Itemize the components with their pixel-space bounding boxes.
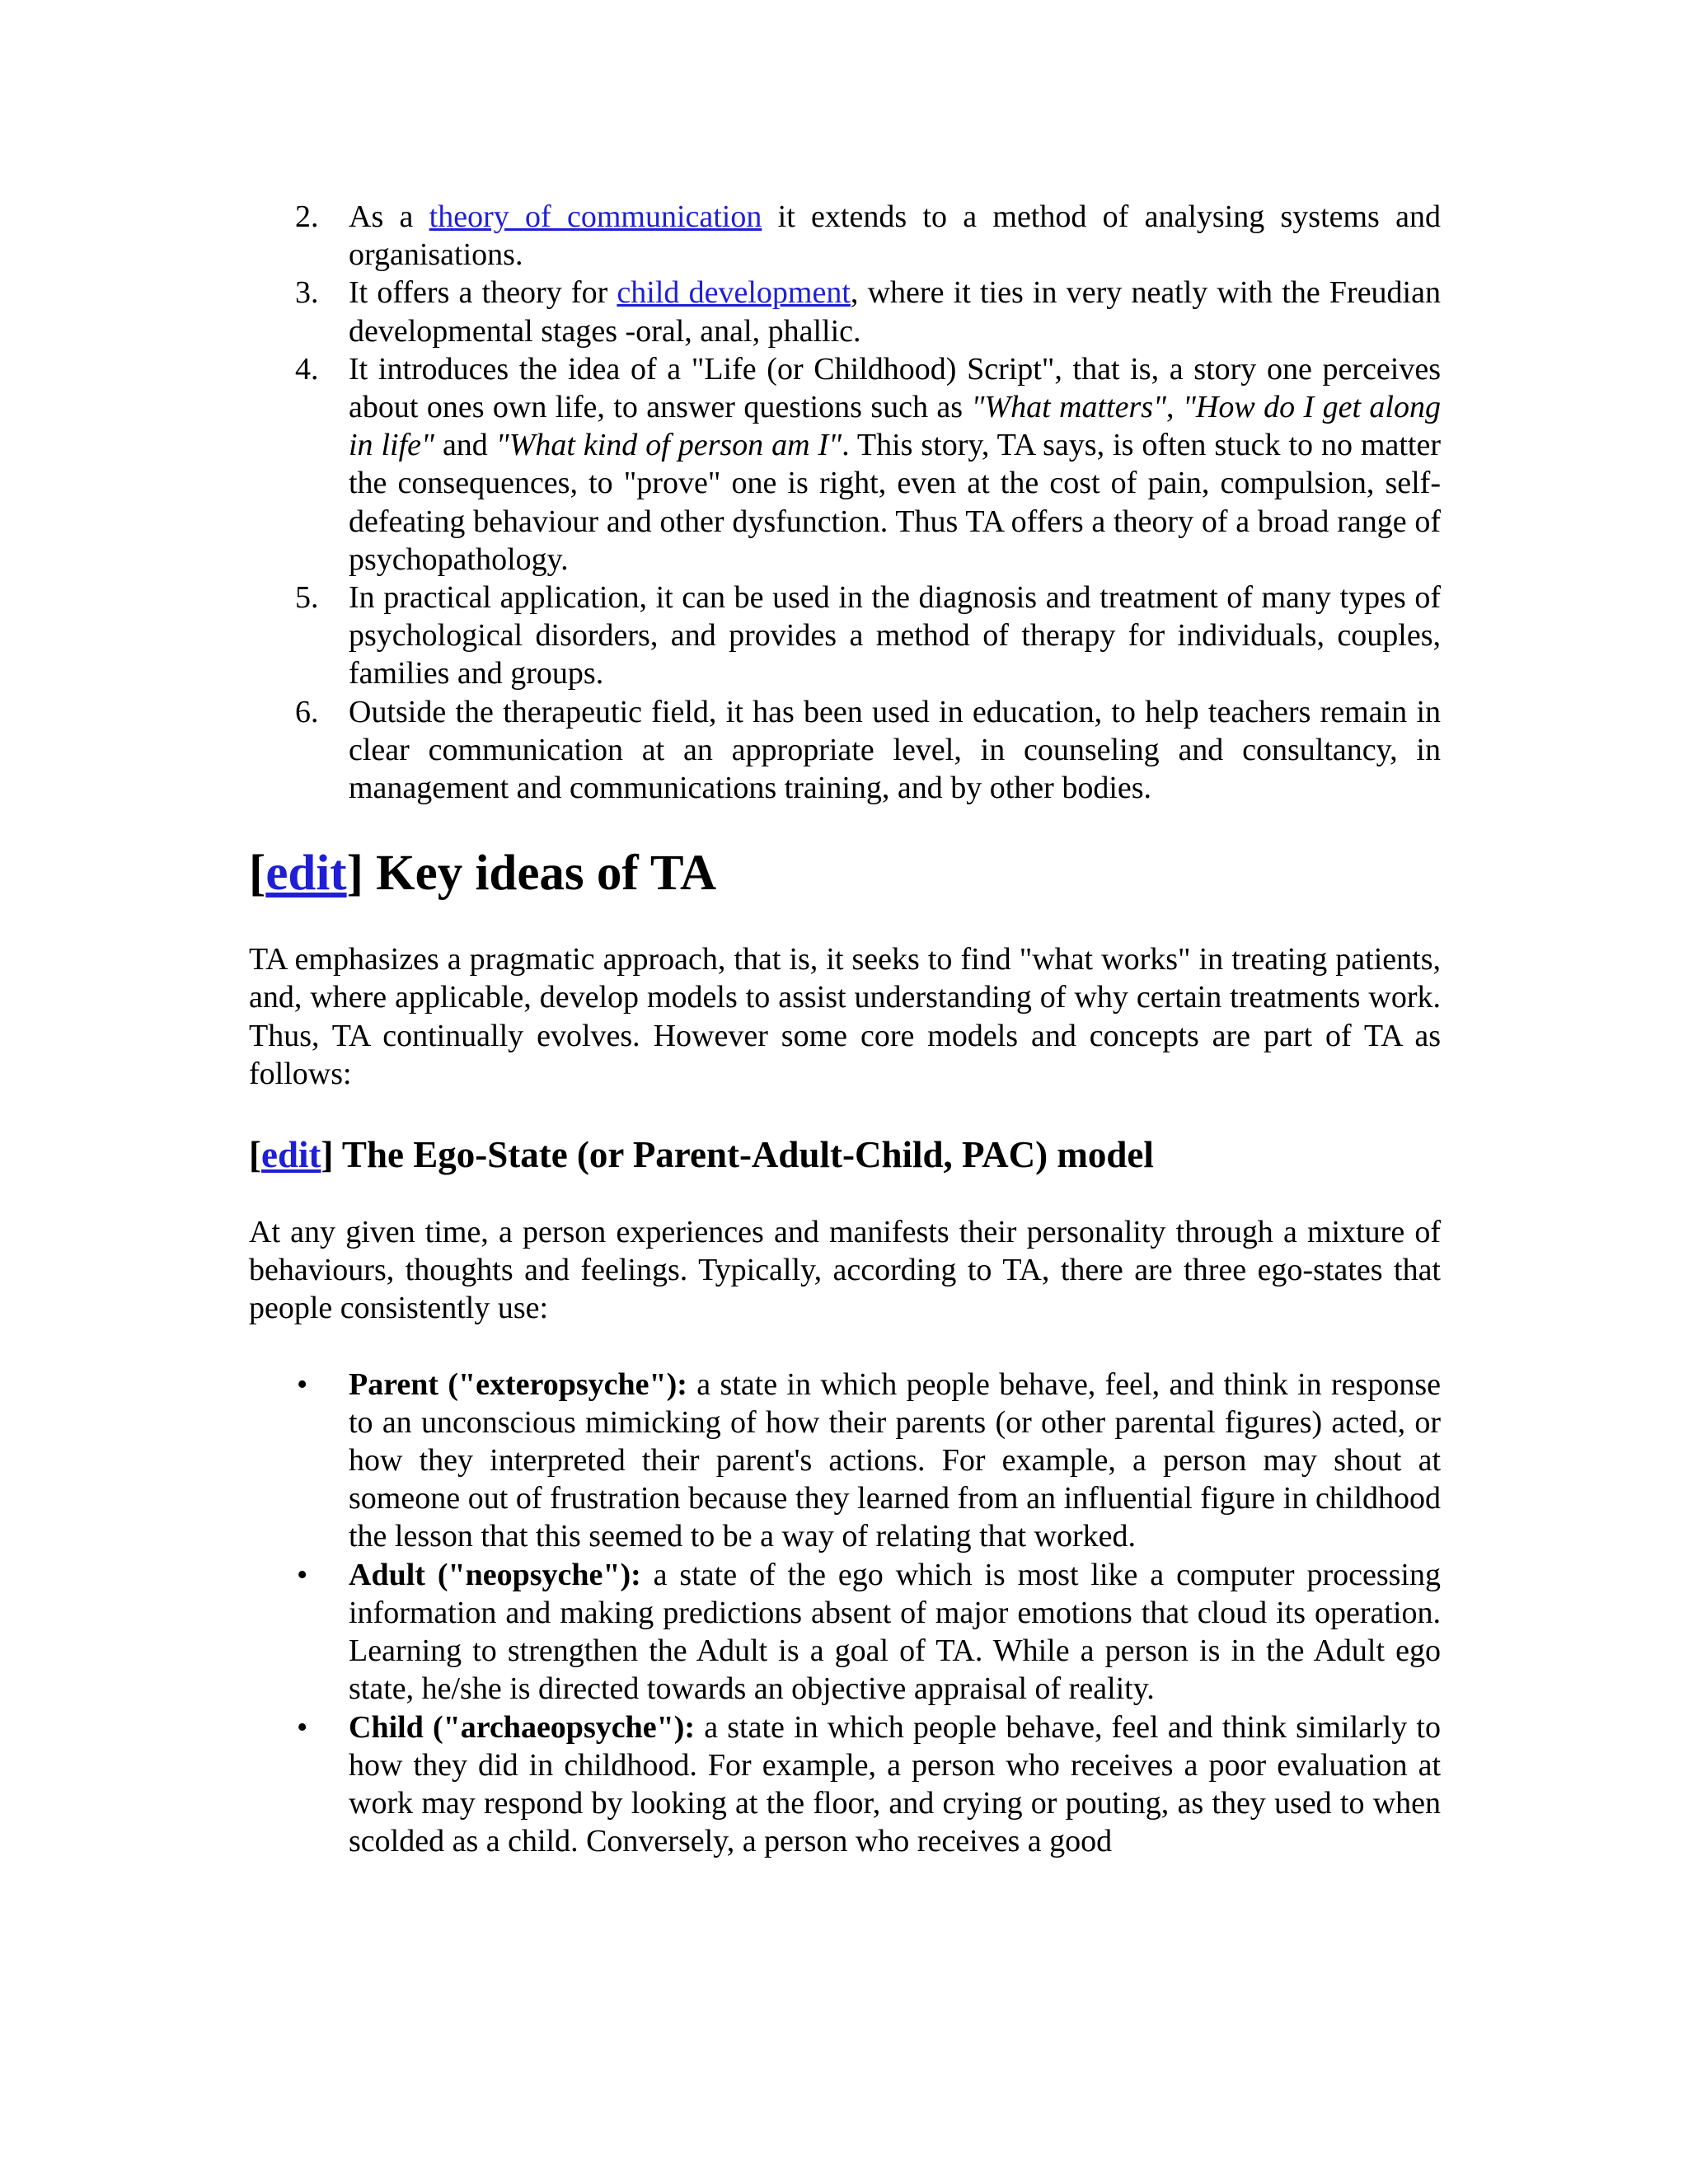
- key-ideas-paragraph: TA emphasizes a pragmatic approach, that is, it seeks to find "what works" in treating patients, and, where applicable, develop models to assist understanding of why certain treatments work. Thus, TA continually evolves. However some core models and concepts are part of TA as follows:: [249, 942, 1441, 1091]
- question-how-do-i-get-along: "How do I get along in life": [349, 390, 1441, 463]
- list-number: 4.: [295, 351, 319, 387]
- edit-bracket-open: [: [249, 1134, 261, 1176]
- child-development-link[interactable]: child development: [617, 275, 851, 311]
- heading-title: Key ideas of TA: [363, 846, 717, 902]
- list-text: In practical application, it can be used in the diagnosis and treatment of many types of psychological disorders, and provides a method of therapy for individuals, couples, families and groups.: [349, 580, 1441, 691]
- list-item: [249, 198, 1441, 274]
- list-text: it extends to a method of analysing systems and organisations.: [349, 199, 1441, 273]
- list-number: 3.: [295, 275, 319, 311]
- bullet-icon: •: [297, 1366, 308, 1402]
- list-text: , where it ties in very neatly with the Freudian developmental stages -oral, anal, phallic.: [349, 275, 1441, 349]
- term-adult: Adult ("neopsyche"):: [349, 1557, 641, 1592]
- edit-bracket-open: [: [249, 846, 266, 902]
- bullet-icon: •: [297, 1709, 308, 1745]
- list-item-adult: [249, 1556, 1441, 1708]
- definition-text: a state in which people behave, feel and think similarly to how they did in childhood. For example, a person who receives a poor evaluation at work may respond by looking at the floor, and crying or pouting, as they used to when scolded as a child. Conversely, a person who receives a good: [349, 1709, 1441, 1859]
- ego-state-list: [249, 1366, 1441, 1861]
- bullet-icon: •: [297, 1557, 308, 1592]
- term-child: Child ("archaeopsyche"):: [349, 1709, 696, 1745]
- list-item-parent: [249, 1366, 1441, 1556]
- list-number: 5.: [295, 580, 319, 616]
- question-what-kind-of-person: "What kind of person am I": [495, 428, 842, 463]
- definition-text: a state in which people behave, feel, and think in response to an unconscious mimicking of how their parents (or other parental figures) acted, or how they interpreted their parent's actions. For example, a person may shout at someone out of frustration because they learned from an influential figure in childhood the lesson that this seemed to be a way of relating that worked.: [349, 1366, 1441, 1554]
- list-text: It offers a theory for: [349, 275, 617, 311]
- ego-state-paragraph: At any given time, a person experiences and manifests their personality through a mixture of behaviours, thoughts and feelings. Typically, according to TA, there are three ego-states that people consistently use:: [249, 1215, 1441, 1326]
- heading-ego-state: [249, 1132, 1441, 1177]
- term-parent: Parent ("exteropsyche"):: [349, 1366, 687, 1402]
- list-item: [249, 579, 1441, 693]
- list-item: [249, 274, 1441, 349]
- list-text: Outside the therapeutic field, it has been used in education, to help teachers remain in clear communication at an appropriate level, in counseling and consultancy, in management and communications training, and by other bodies.: [349, 694, 1441, 806]
- document-page: [249, 198, 1441, 1860]
- heading-title: The Ego-State (or Parent-Adult-Child, PAC) model: [333, 1134, 1154, 1176]
- list-text: . This story, TA says, is often stuck to no matter the consequences, to "prove" one is right, even at the cost of pain, compulsion, self-defeating behaviour and other dysfunction. Thus TA offers a theory of a broad range of psychopathology.: [349, 428, 1441, 577]
- list-number: 2.: [295, 199, 319, 234]
- list-item: [249, 693, 1441, 808]
- list-text: and: [434, 428, 496, 463]
- list-text: It introduces the idea of a "Life (or Childhood) Script", that is, a story one perceives about ones own life, to answer questions such as: [349, 351, 1441, 425]
- edit-link[interactable]: edit: [261, 1134, 321, 1176]
- definition-text: a state of the ego which is most like a computer processing information and making predictions absent of major emotions that cloud its operation. Learning to strengthen the Adult is a goal of TA. While a person is in the Adult ego state, he/she is directed towards an objective appraisal of reality.: [349, 1557, 1441, 1707]
- list-item-child: [249, 1708, 1441, 1861]
- edit-link[interactable]: edit: [265, 846, 347, 902]
- list-number: 6.: [295, 694, 319, 729]
- theory-of-communication-link[interactable]: theory of communication: [429, 199, 762, 234]
- list-text: ,: [1166, 390, 1183, 425]
- list-text: As a: [349, 199, 429, 234]
- question-what-matters: "What matters": [971, 390, 1167, 425]
- heading-key-ideas: [249, 845, 1441, 902]
- edit-bracket-close: ]: [321, 1134, 334, 1176]
- edit-bracket-close: ]: [346, 846, 363, 902]
- list-item: [249, 350, 1441, 579]
- numbered-list: [249, 198, 1441, 807]
